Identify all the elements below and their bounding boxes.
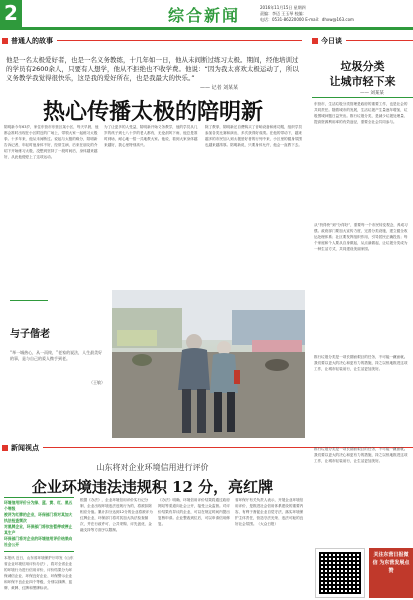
story-byline: —— 记者 刘某某 bbox=[200, 85, 239, 91]
header-date: 2016年11月15日 星期四 bbox=[260, 5, 306, 10]
story-headline: 热心传播太极的陪明新 bbox=[42, 99, 263, 125]
section-rule bbox=[346, 40, 413, 41]
commentary-byline: —— 刘某某 bbox=[360, 91, 384, 96]
news-body-col0: 本报讯 近日，山东省环境保护厅印发《山东省企业环境信用评价办法》，将对全省企业的环境行为进行信用评价，评价结果分为环保诚信企业、环保良好企业、环保警示企业和环保不良企业四个等级，分别以绿牌、蓝牌、黄牌、红牌和黑牌标识。 bbox=[4, 556, 74, 590]
qr-code-icon bbox=[319, 552, 361, 594]
news-body-col3: 省环保厅有关负责人表示，开展企业环境信用评价，是推进社会信用体系建设的重要内容，有利于督促企业自觉守法，落实环境保护主体责任，营造守法光荣、违法可耻的良好社会氛围。（大众日报） bbox=[235, 498, 304, 526]
wechat-promo: 关注东营日报微信 为东营发展点赞 bbox=[369, 548, 413, 598]
section-label: 普通人的故事 bbox=[11, 36, 53, 45]
page-number: 2 bbox=[0, 0, 22, 27]
highlight-item: 被评为红牌的企业，环保部门将对其加大执法检查频次 bbox=[4, 512, 73, 523]
news-body-col2: 《办法》明确，环境信用评价结果将通过政府网站等渠道向社会公开，接受公众监督。对评价结果有异议的企业，可以在规定时间内提出复核申请。企业整改到位后，可以申请信用修复。 bbox=[158, 498, 230, 526]
section-title: 综合新闻 bbox=[168, 6, 241, 25]
news-kicker: 山东将对企业环境信用进行评价 bbox=[96, 463, 209, 472]
story-body-col3: 除了教拳，陪明新还自费购买了音响设备和练功服，组织学员参加各类比赛和演出，多次获得好成绩。在他的带动下，越来越多的市民加入到太极爱好者的行列中来，小区里的健身氛围也越来越浓厚。陪明新说，只要身体允许，他会一直教下去。 bbox=[205, 125, 303, 147]
photo-caption-text: “举一城热心，从一而终，”老家的说法，人生最美好的事，是与自己的爱人携手到老。 bbox=[10, 350, 103, 361]
header-rule bbox=[0, 27, 413, 30]
header-contact: 电话：0531-86220000 E-mail：dhxw@163.com bbox=[260, 17, 354, 22]
story-body-col1: 陪明新今年63岁，家住东营市东营区某小区，每天早晨，他都会准时出现在小区附近的广场上，带领大家一起练习太极拳。十多年来，他从未间断过。说起与太极的缘分，陪明新告诉记者，年轻时他身体不好，经常生病，后来在朋友的介绍下开始练习太极，没想到坚持了一段时间后，身体越来越好，从此他便爱上了这项运动。 bbox=[4, 125, 99, 159]
commentary-title-line1: 垃圾分类 bbox=[340, 60, 385, 73]
photo-caption-title: 与子偕老 bbox=[10, 329, 50, 340]
news-headline: 企业环境违法违规积 12 分，亮红牌 bbox=[31, 478, 274, 496]
highlight-item: 环境信用评价分为绿、蓝、黄、红、黑五个等级 bbox=[4, 500, 73, 511]
story-lead: 他是一名太极爱好者，也是一名义务教练，十几年如一日，他从未间断过练习太极。期间，经他培训过的学员有2600余人，只要有人想学，他从不拒绝也不收学费。他说：“因为我太喜欢太极运动了，所以义务教学我觉得很快乐，这是我的爱好所在，也是我最大的快乐。” bbox=[6, 56, 299, 82]
section-header-story bbox=[2, 36, 302, 45]
news-highlights bbox=[4, 497, 74, 552]
section-rule bbox=[57, 40, 302, 41]
header-editors: 责编：李迈 王玉琴 校编： bbox=[260, 11, 307, 16]
qr-code bbox=[315, 548, 365, 598]
commentary-body-3: 推行垃圾分类是一项长期而艰巨的任务，不可能一蹴而就。我们要以更大的决心和更有力的措施，持之以恒地推进这项工作，让城市轻装前行，让生活更加美好。 bbox=[314, 355, 408, 371]
story-body-col2: 为了让更多的人受益，陪明新开始义务教学，他的学员从几岁的孩子到七八十岁的老人都有，无论刮风下雨，他总是准时到场，耐心地一招一式地教大家。他说，看到大家身体越来越好，我心里特别高兴。 bbox=[104, 125, 198, 147]
street-photo bbox=[112, 290, 305, 438]
section-label: 今日谈 bbox=[321, 36, 342, 45]
highlight-item: 环保部门将对企业的环境信用评价结果向社会公开 bbox=[4, 536, 73, 547]
section-header-commentary bbox=[312, 36, 413, 45]
commentary-body-1: 东营市，生活垃圾分类管理是政府的重要工作，也是社会的共同责任。随着城市的发展，生活垃圾产生量逐年增加，垃圾围城问题日益突出。推行垃圾分类，是减少垃圾处理量、提高资源利用率的有效途径，需要全社会共同参与。 bbox=[314, 102, 408, 124]
news-body-col1: 根据《办法》，企业环境信用评价实行记分制，企业出现环境违法违规行为的，将被扣除相应分值。累计扣分达到12分的企业将被评为红牌企业，环保部门将对其加大执法检查频次，并在行政许可、公共采购、评先创优、金融支持等方面予以限制。 bbox=[80, 498, 153, 532]
commentary-title-line2: 让城市轻下来 bbox=[329, 75, 396, 88]
commentary-body-2: 从“扔得快”到“分得好”，需要每一个市民转变观念，养成习惯。政府部门要加大宣传力度，完善分类设施，建立健全收运处理体系；社区要发挥组织作用，引导居民正确投放；每个家庭和个人要从自身做起，从点滴做起，让垃圾分类成为一种生活方式，共同建设美丽家园。 bbox=[314, 223, 408, 251]
section-marker bbox=[312, 38, 318, 44]
section-label: 新闻视点 bbox=[11, 443, 39, 452]
photo-caption-block bbox=[10, 300, 110, 386]
section-marker bbox=[2, 445, 8, 451]
highlight-item: 对黑牌企业，环保部门将依法暂停或停止其生产 bbox=[4, 524, 73, 535]
commentary-rule bbox=[312, 97, 413, 98]
photo-credit: （王敏） bbox=[89, 380, 105, 385]
header-info bbox=[260, 5, 354, 23]
section-marker bbox=[2, 38, 8, 44]
commentary-body-4: 推行垃圾分类是一项长期而艰巨的任务，不可能一蹴而就。我们要以更大的决心和更有力的措施，持之以恒地推进这项工作，让城市轻装前行，让生活更加美好。 bbox=[314, 447, 408, 463]
caption-rule bbox=[10, 300, 48, 301]
elderly-couple-illustration bbox=[112, 290, 305, 438]
